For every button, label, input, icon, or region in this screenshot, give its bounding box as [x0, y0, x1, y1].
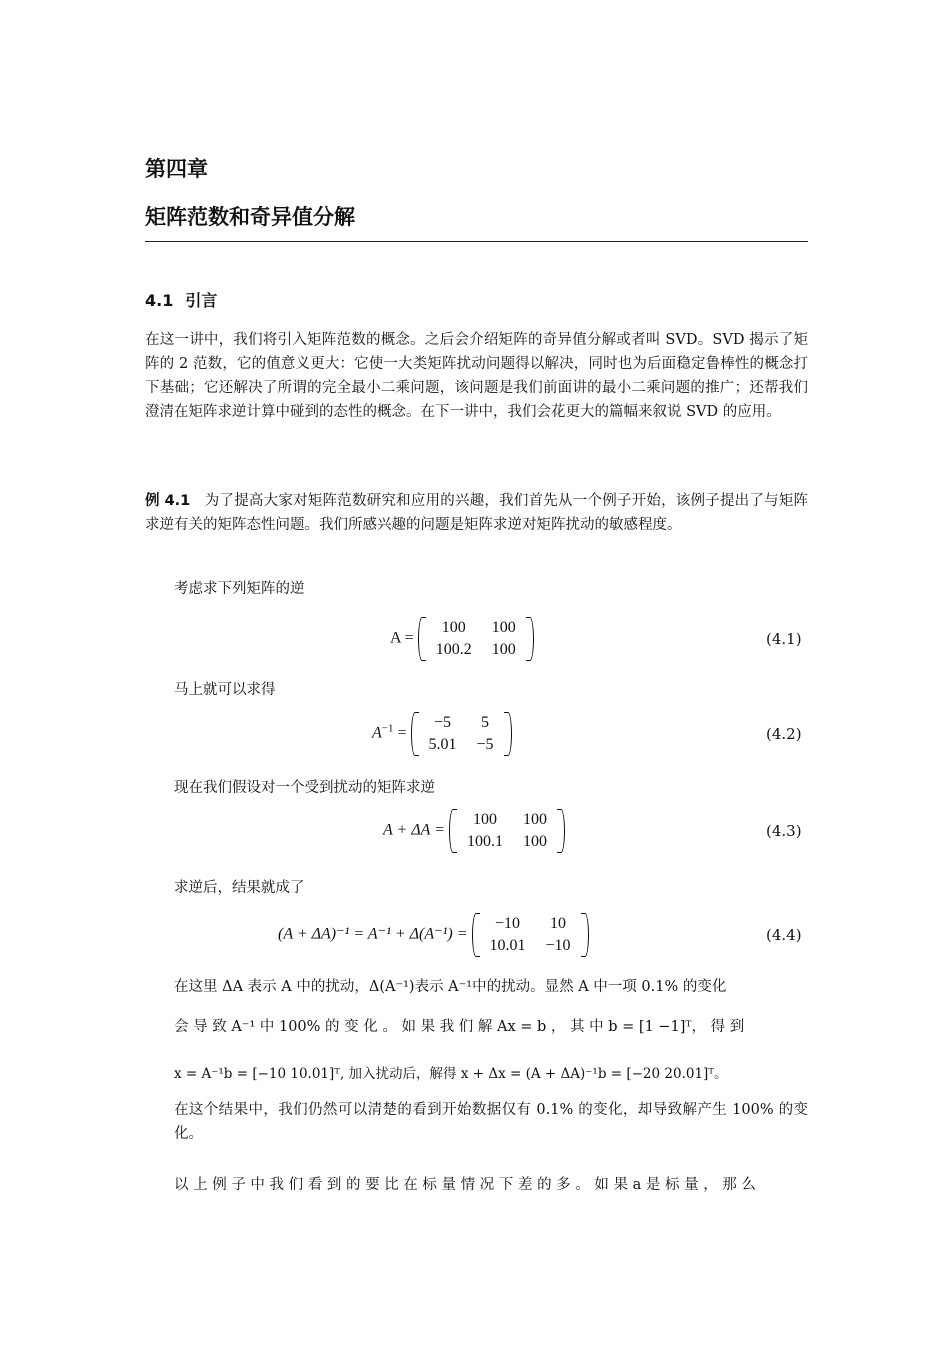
- equation-number: (4.2): [766, 725, 802, 743]
- matrix-cell: 100.1: [466, 833, 503, 850]
- eq3-lhs: A + ΔA =: [383, 821, 445, 839]
- matrix-cell: 100: [491, 641, 516, 658]
- example-paragraph-line: 在这里 ΔA 表示 A 中的扰动，Δ(A⁻¹)表示 A⁻¹中的扰动。显然 A 中一项 0.1% 的变化: [174, 979, 727, 995]
- matrix-cell: −5: [476, 736, 494, 753]
- eq2-matrix: [411, 712, 512, 756]
- example-block: [145, 489, 808, 537]
- example-number: 4.1: [164, 493, 191, 509]
- equation-4-3: [383, 809, 565, 853]
- eq1-lhs: A =: [390, 629, 414, 647]
- matrix-cell: 100: [441, 619, 466, 636]
- equation-4-4: [278, 913, 589, 957]
- consider-text: 考虑求下列矩阵的逆: [174, 581, 305, 597]
- matrix-cell: 5: [481, 714, 490, 731]
- chapter-heading: 第四章: [145, 157, 208, 181]
- matrix-cell: 100: [522, 833, 547, 850]
- example-text: 为了提高大家对矩阵范数研究和应用的兴趣，我们首先从一个例子开始，该例子提出了与矩阵求逆有关的矩阵态性问题。我们所感兴趣的问题是矩阵求逆对矩阵扰动的敏感程度。: [145, 493, 809, 533]
- section-title: 引言: [185, 291, 218, 310]
- example-paragraph-line: 会 导 致 A⁻¹ 中 100% 的 变 化 。 如 果 我 们 解 Ax = b ， 其 中 b = [1 −1]ᵀ， 得 到: [174, 1019, 745, 1035]
- intro-paragraph: 在这一讲中，我们将引入矩阵范数的概念。之后会介绍矩阵的奇异值分解或者叫 SVD。SVD 揭示了矩阵的 2 范数，它的值意义更大：它使一大类矩阵扰动问题得以解决，同时也为后面稳定鲁棒性的概念打下基础；它还解决了所谓的完全最小二乘问题，该问题是我们前面讲的最小二乘问题的推广；还帮我们澄清在矩阵求逆计算中碰到的态性的概念。在下一讲中，我们会花更大的篇幅来叙说 SVD 的应用。: [145, 332, 808, 420]
- chapter-title: 矩阵范数和奇异值分解: [145, 205, 355, 229]
- equation-4-2: [372, 712, 512, 756]
- example-conclusion: 在这个结果中，我们仍然可以清楚的看到开始数据仅有 0.1% 的变化，却导致解产生 100% 的变化。: [174, 1102, 808, 1142]
- after-text: 求逆后，结果就成了: [174, 880, 305, 896]
- section-number: 4.1: [145, 291, 174, 310]
- matrix-cell: −10: [545, 937, 571, 954]
- eq4-matrix: [472, 913, 589, 957]
- continuation-line: 以 上 例 子 中 我 们 看 到 的 要 比 在 标 量 情 况 下 差 的 多 。 如 果 a 是 标 量 ， 那 么: [174, 1177, 756, 1193]
- matrix-cell: −10: [495, 915, 521, 932]
- matrix-cell: 100: [472, 811, 497, 828]
- matrix-cell: 100: [522, 811, 547, 828]
- matrix-cell: 100: [491, 619, 516, 636]
- eq2-lhs: A: [372, 724, 382, 742]
- eq3-matrix: [449, 809, 565, 853]
- title-rule: [145, 241, 808, 242]
- matrix-cell: 100.2: [435, 641, 472, 658]
- example-paragraph-line: x = A⁻¹b = [−10 10.01]ᵀ, 加入扰动后，解得 x + Δx = (A + ΔA)⁻¹b = [−20 20.01]ᵀ。: [174, 1066, 728, 1082]
- matrix-cell: 10: [550, 915, 567, 932]
- example-label: 例: [145, 493, 160, 509]
- suppose-text: 现在我们假设对一个受到扰动的矩阵求逆: [174, 780, 435, 796]
- eq1-matrix: [418, 617, 534, 661]
- equation-number: (4.1): [766, 630, 802, 648]
- eq2-sup: −1: [381, 722, 394, 735]
- eq4-lhs: (A + ΔA)⁻¹ = A⁻¹ + Δ(A⁻¹) =: [278, 925, 468, 943]
- matrix-cell: −5: [434, 714, 452, 731]
- matrix-cell: 10.01: [489, 937, 526, 954]
- eq2-equals: =: [393, 724, 407, 742]
- equation-4-1: [390, 617, 534, 661]
- immediate-text: 马上就可以求得: [174, 682, 276, 698]
- equation-number: (4.4): [766, 926, 802, 944]
- matrix-cell: 5.01: [428, 736, 457, 753]
- equation-number: (4.3): [766, 822, 802, 840]
- section-heading: [145, 288, 217, 311]
